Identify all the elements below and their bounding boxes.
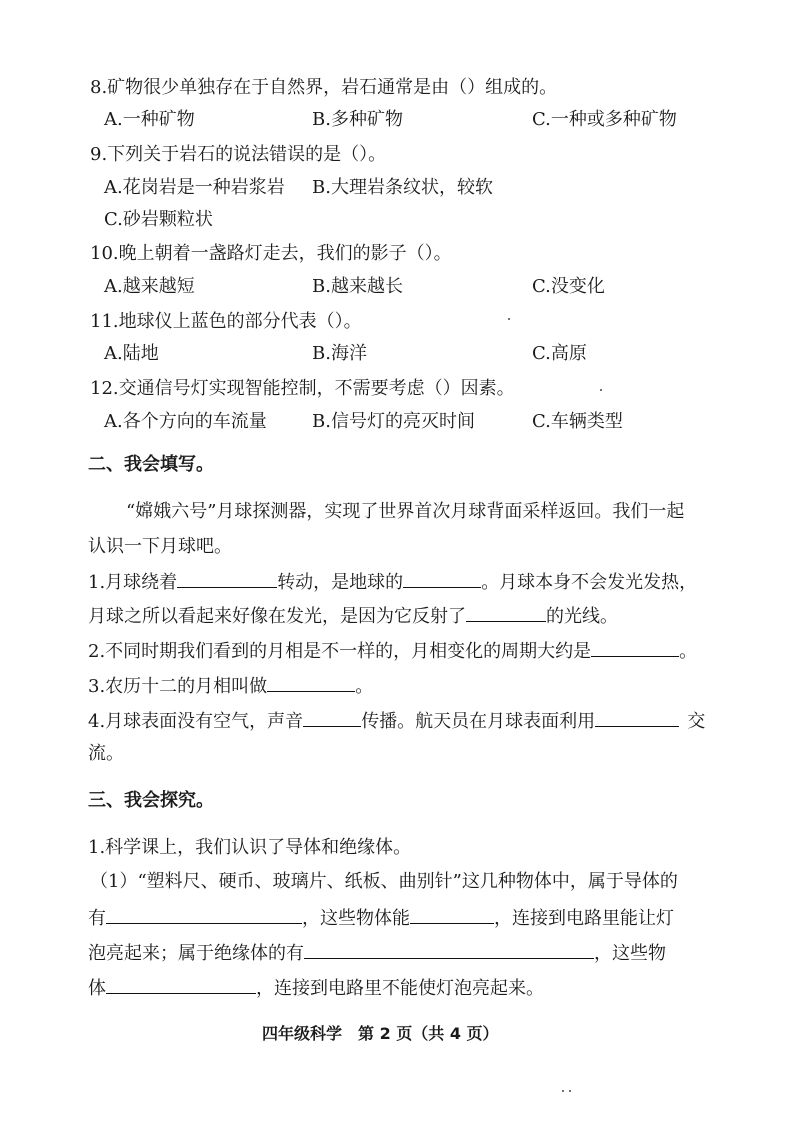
explore-blank-conductors[interactable] — [106, 905, 302, 924]
scan-speck — [508, 318, 510, 320]
fill-1-blank-2[interactable] — [403, 569, 481, 588]
question-8-option-a: A.一种矿物 — [104, 109, 195, 130]
question-12-option-c: C.车辆类型 — [532, 411, 623, 432]
explore-part-1-line-4 — [88, 975, 544, 1001]
scan-speck — [600, 389, 602, 391]
section-2-intro-line-1: “嫦娥六号”月球探测器，实现了世界首次月球背面采样返回。我们一起 — [126, 501, 685, 522]
section-3-title: 三、我会探究。 — [88, 790, 214, 811]
scan-speck — [562, 1090, 564, 1092]
fill-3-blank[interactable] — [267, 673, 355, 692]
question-10-option-a: A.越来越短 — [104, 276, 195, 297]
fill-1-text-a: 1.月球绕着 — [88, 572, 178, 593]
question-9-option-c: C.砂岩颗粒状 — [104, 209, 213, 230]
explore-text-c: ，连接到电路里能让灯 — [494, 908, 674, 929]
fill-2-line — [88, 638, 697, 664]
scan-speck — [569, 1090, 571, 1092]
fill-1-blank-1[interactable] — [177, 569, 277, 588]
fill-4-blank-1[interactable] — [303, 708, 361, 727]
fill-1-text-b: 转动，是地球的 — [277, 572, 404, 593]
fill-2-blank[interactable] — [591, 638, 679, 657]
fill-4-line-1 — [88, 708, 705, 734]
question-10-stem: 10.晚上朝着一盏路灯走去，我们的影子（）。 — [90, 243, 452, 264]
question-11-option-a: A.陆地 — [104, 343, 159, 364]
fill-3-line — [88, 673, 373, 699]
question-12-stem: 12.交通信号灯实现智能控制，不需要考虑（）因素。 — [90, 378, 515, 399]
question-12-option-a: A.各个方向的车流量 — [104, 411, 267, 432]
fill-1-blank-3[interactable] — [466, 603, 546, 622]
explore-question-1: 1.科学课上，我们认识了导体和绝缘体。 — [88, 837, 412, 858]
explore-blank-not-conduct[interactable] — [106, 975, 256, 994]
fill-1-text-d: 月球之所以看起来好像在发光，是因为它反射了 — [88, 606, 466, 627]
fill-1-text-e: 的光线。 — [546, 606, 618, 627]
explore-text-a: 有 — [88, 908, 106, 929]
question-9-stem: 9.下列关于岩石的说法错误的是（）。 — [90, 144, 387, 165]
fill-2-text-a: 2.不同时期我们看到的月相是不一样的，月相变化的周期大约是 — [88, 641, 592, 662]
question-11-stem: 11.地球仪上蓝色的部分代表（）。 — [90, 311, 362, 332]
question-11-option-c: C.高原 — [532, 343, 587, 364]
explore-part-1-line-3 — [88, 940, 666, 966]
explore-part-1-line-1: （1）“塑料尺、硬币、玻璃片、纸板、曲别针”这几种物体中，属于导体的 — [90, 871, 678, 892]
fill-4-text-c: 交 — [687, 711, 706, 732]
explore-text-d: 泡亮起来；属于绝缘体的有 — [88, 943, 304, 964]
explore-blank-conduct[interactable] — [410, 905, 494, 924]
explore-part-1-line-2 — [88, 905, 674, 931]
fill-2-text-b: 。 — [679, 641, 698, 662]
explore-text-g: ，连接到电路里不能使灯泡亮起来。 — [256, 978, 544, 999]
explore-text-e: ，这些物 — [594, 943, 666, 964]
fill-1-text-c: 。月球本身不会发光发热， — [481, 572, 698, 593]
question-8-option-c: C.一种或多种矿物 — [532, 109, 677, 130]
fill-4-text-b: 传播。航天员在月球表面利用 — [361, 711, 596, 732]
question-8-option-b: B.多种矿物 — [312, 109, 403, 130]
section-2-intro-line-2: 认识一下月球吧。 — [88, 536, 232, 557]
fill-3-text-a: 3.农历十二的月相叫做 — [88, 676, 268, 697]
question-9-option-a: A.花岗岩是一种岩浆岩 — [104, 177, 285, 198]
explore-text-f: 体 — [88, 978, 106, 999]
question-11-option-b: B.海洋 — [312, 343, 367, 364]
page-footer: 四年级科学 第 2 页（共 4 页） — [262, 1024, 499, 1043]
question-8-stem: 8.矿物很少单独存在于自然界，岩石通常是由（）组成的。 — [90, 77, 558, 98]
fill-4-line-2: 流。 — [88, 743, 124, 764]
section-2-title: 二、我会填写。 — [88, 454, 214, 475]
question-12-option-b: B.信号灯的亮灭时间 — [312, 411, 475, 432]
fill-1-line-2 — [88, 603, 618, 629]
fill-1-line-1 — [88, 569, 697, 595]
question-10-option-b: B.越来越长 — [312, 276, 403, 297]
explore-text-b: ，这些物体能 — [302, 908, 410, 929]
fill-3-text-b: 。 — [355, 676, 374, 697]
fill-4-text-a: 4.月球表面没有空气，声音 — [88, 711, 304, 732]
fill-4-blank-2[interactable] — [595, 708, 679, 727]
question-9-option-b: B.大理岩条纹状，较软 — [312, 177, 493, 198]
explore-blank-insulators[interactable] — [304, 940, 594, 959]
question-10-option-c: C.没变化 — [532, 276, 605, 297]
